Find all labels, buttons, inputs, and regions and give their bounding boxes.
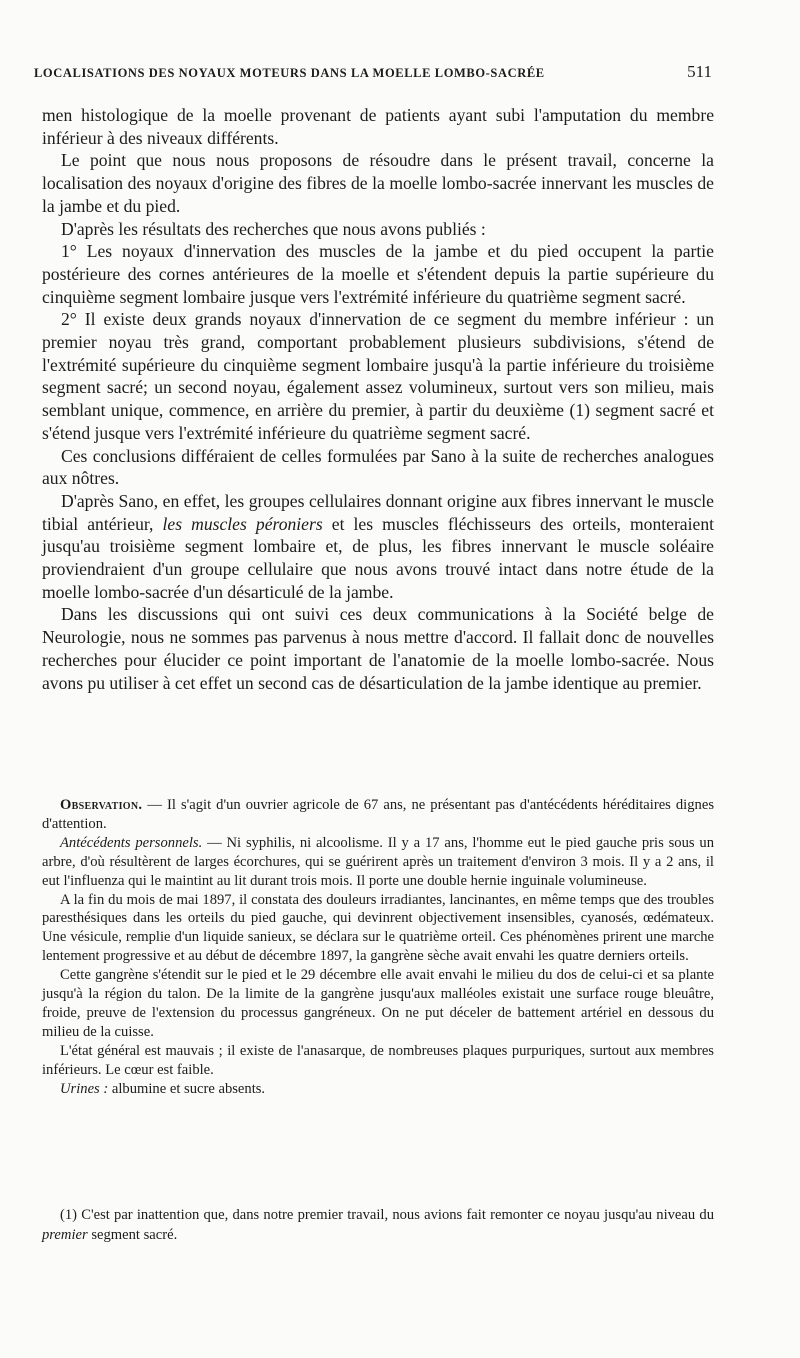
text-span: (1) C'est par inattention que, dans notre premier travail, nous avions fait remonter ce noyau jusqu'au niveau du — [60, 1207, 714, 1223]
paragraph: Cette gangrène s'étendit sur le pied et le 29 décembre elle avait envahi le milieu du dos de celui-ci et sa plante jusqu'à la région du talon. De la limite de la gangrène jusqu'aux malléoles existait une surface rouge bleuâtre, froide, preuve de l'extension du processus gangréneux. On ne put déceler de battement artériel en dessous du milieu de la cuisse. — [42, 967, 714, 1040]
text-span: — Ni syphilis, ni alcoolisme. Il y a 17 ans, l'homme eut le pied gauche pris sous un arbre, d'où résultèrent de larges écorchures, qui se guérirent après un traitement d'environ 3 mois. Il y a 2 ans, il eut l'influenza qui le maintint au lit durant trois mois. Il porte une double hernie inguinale volumineuse. — [42, 834, 714, 889]
paragraph: Le point que nous nous proposons de résoudre dans le présent travail, concerne la localisation des noyaux d'origine des fibres de la moelle lombo-sacrée innervant les muscles de la jambe et du pied. — [42, 150, 714, 216]
paragraph: L'état général est mauvais ; il existe de l'anasarque, de nombreuses plaques purpuriques, surtout aux membres inférieurs. Le cœur est faible. — [42, 1042, 714, 1078]
italic-span: les muscles péroniers — [162, 513, 323, 534]
text-span: D'après Sano, en effet, les groupes cellulaires donnant origine aux fibres innervant le muscle tibial antérieur, — [42, 490, 714, 534]
observation-label: Observation. — [60, 797, 143, 813]
running-head — [34, 62, 712, 82]
italic-span: Urines : — [60, 1080, 109, 1097]
text-span: segment sacré. — [87, 1226, 178, 1243]
running-title: LOCALISATIONS DES NOYAUX MOTEURS DANS LA MOELLE LOMBO-SACRÉE — [34, 66, 545, 80]
text-span: et les muscles fléchisseurs des orteils, monteraient jusqu'au troisième segment lombaire et, de plus, les fibres innervant le muscle soléaire proviendraient d'un groupe cellulaire que nous avons trouvé intact dans notre étude de la moelle lombo-sacrée d'un désarticulé de la jambe. — [42, 513, 714, 602]
paragraph — [42, 490, 714, 604]
paragraph — [42, 796, 714, 834]
footnote-text — [42, 1206, 714, 1245]
main-text — [42, 104, 714, 694]
paragraph: A la fin du mois de mai 1897, il constata des douleurs irradiantes, lancinantes, en même temps que des troubles paresthésiques dans les orteils du pied gauche, qui devinrent objectivement insensibles, cyanosés, œdémateux. Une vésicule, remplie d'un liquide sanieux, se déclara sur le quatrième orteil. Ces phénomènes prirent une marche lentement progressive et au début de décembre 1897, la gangrène sèche avait envahi les quatre derniers orteils. — [42, 891, 714, 965]
paragraph — [42, 834, 714, 891]
paragraph — [42, 1080, 714, 1099]
italic-span: premier — [42, 1226, 88, 1243]
paragraph: 1° Les noyaux d'innervation des muscles de la jambe et du pied occupent la partie postérieure des cornes antérieures de la moelle et s'étendent depuis la partie supérieure du cinquième segment lombaire jusque vers l'extrémité inférieure du quatrième segment sacré. — [42, 241, 714, 307]
paragraph: Dans les discussions qui ont suivi ces deux communications à la Société belge de Neurologie, nous ne sommes pas parvenus à nous mettre d'accord. Il fallait donc de nouvelles recherches pour élucider ce point important de l'anatomie de la moelle lombo-sacrée. Nous avons pu utiliser à cet effet un second cas de désarticulation de la jambe identique au premier. — [42, 604, 714, 693]
italic-span: Antécédents personnels. — [60, 834, 203, 851]
paragraph: men histologique de la moelle provenant de patients ayant subi l'amputation du membre inférieur à des niveaux différents. — [42, 105, 714, 148]
observation-section — [42, 796, 714, 1099]
text-span: albumine et sucre absents. — [108, 1080, 266, 1097]
paragraph: Ces conclusions différaient de celles formulées par Sano à la suite de recherches analogues aux nôtres. — [42, 445, 714, 489]
paragraph: 2° Il existe deux grands noyaux d'innervation de ce segment du membre inférieur : un premier noyau très grand, comportant probablement plusieurs subdivisions, s'étend de l'extrémité supérieure du cinquième segment lombaire jusqu'à la partie inférieure du troisième segment sacré; un second noyau, également assez volumineux, surtout vers son milieu, mais semblant unique, commence, en arrière du premier, à partir du deuxième (1) segment sacré et s'étend jusque vers l'extrémité inférieure du quatrième segment sacré. — [42, 309, 714, 443]
footnote — [42, 1206, 714, 1245]
text-span: — Il s'agit d'un ouvrier agricole de 67 ans, ne présentant pas d'antécédents héréditaires dignes d'attention. — [42, 797, 714, 832]
page-number: 511 — [687, 62, 712, 81]
paragraph: D'après les résultats des recherches que nous avons publiés : — [61, 218, 486, 239]
